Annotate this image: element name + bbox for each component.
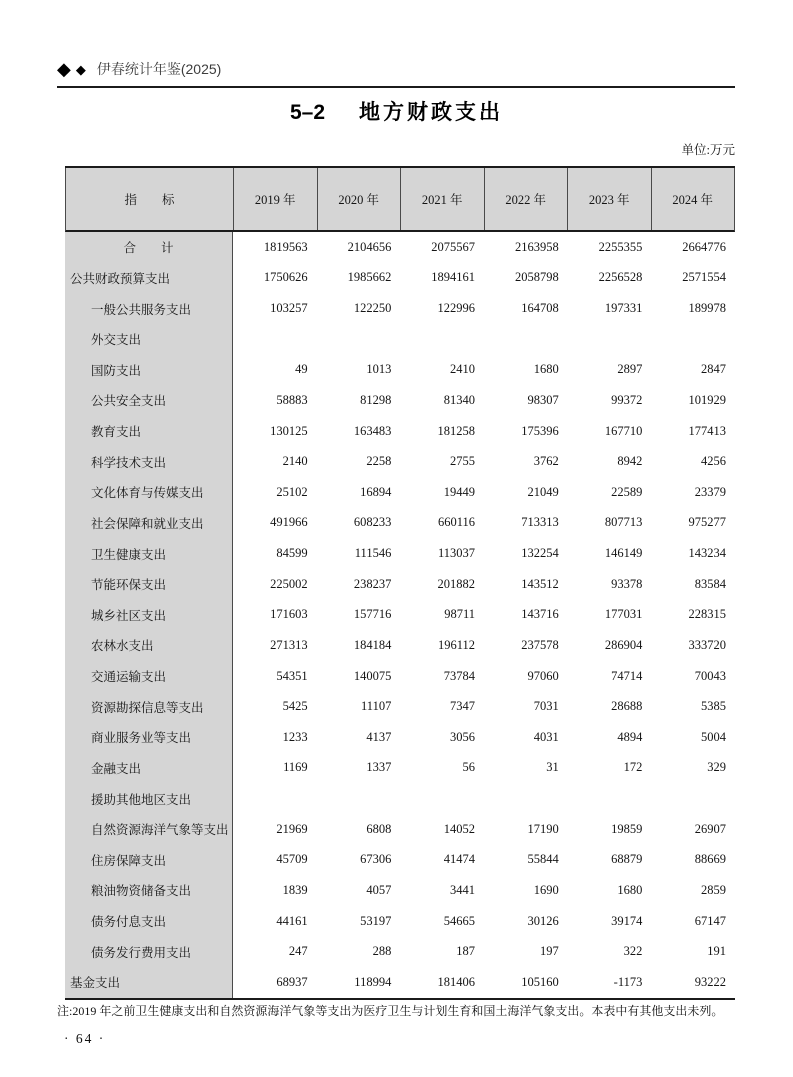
- table-row: [65, 845, 735, 876]
- cell-value: 3441: [450, 882, 476, 897]
- table-row: [65, 293, 735, 324]
- cell-value: 177031: [604, 607, 643, 622]
- cell-value: 6808: [366, 821, 392, 836]
- cell-value: [400, 324, 484, 355]
- cell-value: 67147: [694, 913, 727, 928]
- table-number: 5–2: [289, 101, 326, 124]
- table-header-row: [65, 168, 735, 232]
- cell-value: [651, 783, 735, 814]
- cell-value: -1173: [613, 974, 643, 989]
- cell-value: 247: [288, 944, 308, 959]
- cell-value: 44161: [276, 913, 308, 928]
- table-row: [65, 753, 735, 784]
- row-label: 住房保障支出: [65, 845, 233, 876]
- cell-value: 1337: [366, 760, 392, 775]
- cell-value: 228315: [688, 607, 727, 622]
- cell-value: 7347: [450, 699, 476, 714]
- page-number: · 64 ·: [64, 1031, 106, 1046]
- table-row: [65, 630, 735, 661]
- row-label: 科学技术支出: [65, 446, 233, 477]
- cell-value: [484, 324, 568, 355]
- cell-value: 329: [707, 760, 727, 775]
- cell-value: 93378: [611, 576, 643, 591]
- cell-value: [233, 324, 317, 355]
- cell-value: 157716: [353, 607, 392, 622]
- cell-value: 53197: [360, 913, 392, 928]
- yearbook-name: 伊春统计年鉴(2025): [96, 61, 222, 77]
- cell-value: 1169: [283, 760, 308, 775]
- cell-value: 2140: [282, 454, 308, 469]
- year-header-cell: 2023 年: [568, 168, 652, 230]
- table-row: [65, 385, 735, 416]
- table-row: [65, 508, 735, 539]
- table-note: 注:2019 年之前卫生健康支出和自然资源海洋气象等支出为医疗卫生与计划生育和国土海洋气象支出。本表中有其他支出未列。: [57, 1004, 724, 1018]
- cell-value: 807713: [604, 515, 643, 530]
- table-row: [65, 538, 735, 569]
- cell-value: 2104656: [347, 239, 392, 254]
- cell-value: 88669: [694, 852, 727, 867]
- cell-value: 143716: [521, 607, 559, 622]
- cell-value: 4057: [366, 882, 392, 897]
- cell-value: 286904: [604, 637, 643, 652]
- cell-value: 191: [707, 944, 727, 959]
- table-name: 地方财政支出: [359, 101, 504, 124]
- cell-value: 660116: [437, 515, 476, 530]
- cell-value: [651, 324, 735, 355]
- cell-value: 28688: [611, 699, 643, 714]
- row-label: 国防支出: [65, 355, 233, 386]
- cell-value: 333720: [688, 637, 727, 652]
- cell-value: 1985662: [347, 270, 392, 285]
- cell-value: 177413: [688, 423, 727, 438]
- cell-value: 146149: [604, 546, 643, 561]
- cell-value: 2075567: [431, 239, 476, 254]
- cell-value: 70043: [694, 668, 727, 683]
- cell-value: 122996: [437, 301, 476, 316]
- cell-value: 93222: [694, 974, 727, 989]
- cell-value: 103257: [270, 301, 308, 316]
- cell-value: [568, 783, 652, 814]
- cell-value: 2163958: [514, 239, 559, 254]
- table-row: [65, 324, 735, 355]
- cell-value: 164708: [521, 301, 559, 316]
- cell-value: 2258: [366, 454, 392, 469]
- diamond-icon: ◆: [57, 59, 71, 79]
- table-row: [65, 446, 735, 477]
- cell-value: [317, 783, 401, 814]
- cell-value: 201882: [437, 576, 476, 591]
- cell-value: 1233: [282, 729, 308, 744]
- table-row: [65, 661, 735, 692]
- table-row: [65, 783, 735, 814]
- cell-value: 22589: [611, 484, 643, 499]
- cell-value: [568, 324, 652, 355]
- table-row: [65, 906, 735, 937]
- cell-value: 4894: [617, 729, 643, 744]
- row-label: 粮油物资储备支出: [65, 875, 233, 906]
- cell-value: 4137: [366, 729, 392, 744]
- cell-value: 1013: [366, 362, 392, 377]
- cell-value: 130125: [270, 423, 308, 438]
- cell-value: 54665: [443, 913, 476, 928]
- cell-value: 41474: [443, 852, 476, 867]
- cell-value: 17190: [527, 821, 559, 836]
- table-row: [65, 263, 735, 294]
- cell-value: 2664776: [682, 239, 727, 254]
- cell-value: 7031: [533, 699, 559, 714]
- cell-value: 105160: [521, 974, 559, 989]
- row-label: 文化体育与传媒支出: [65, 477, 233, 508]
- cell-value: 30126: [527, 913, 559, 928]
- table-row: [65, 477, 735, 508]
- cell-value: 5004: [701, 729, 727, 744]
- row-label: 城乡社区支出: [65, 600, 233, 631]
- page-header: [57, 59, 735, 88]
- cell-value: 67306: [360, 852, 392, 867]
- cell-value: 49: [295, 362, 308, 377]
- cell-value: 132254: [521, 546, 559, 561]
- indicator-header-cell: 指 标: [66, 168, 234, 230]
- table-row: [65, 416, 735, 447]
- cell-value: 143234: [688, 546, 727, 561]
- cell-value: 1680: [533, 362, 559, 377]
- cell-value: 118994: [354, 974, 392, 989]
- row-label: 合 计: [65, 232, 233, 263]
- cell-value: 81298: [360, 392, 392, 407]
- table-row: [65, 722, 735, 753]
- cell-value: 197331: [604, 301, 643, 316]
- table-row: [65, 600, 735, 631]
- cell-value: 31: [546, 760, 559, 775]
- cell-value: 288: [372, 944, 392, 959]
- unit-label: 单位:万元: [681, 143, 735, 157]
- cell-value: 1690: [533, 882, 559, 897]
- cell-value: 2847: [701, 362, 727, 377]
- cell-value: 713313: [521, 515, 559, 530]
- cell-value: 1819563: [263, 239, 308, 254]
- row-label: 债务付息支出: [65, 906, 233, 937]
- cell-value: 81340: [443, 392, 476, 407]
- cell-value: 2571554: [682, 270, 727, 285]
- table-row: [65, 569, 735, 600]
- cell-value: 2255355: [598, 239, 643, 254]
- cell-value: 4256: [701, 454, 727, 469]
- cell-value: 2256528: [598, 270, 643, 285]
- cell-value: 184184: [353, 637, 392, 652]
- table-row: [65, 936, 735, 967]
- table-row: [65, 875, 735, 906]
- cell-value: 187: [456, 944, 476, 959]
- cell-value: 122250: [353, 301, 392, 316]
- cell-value: 98307: [527, 392, 559, 407]
- cell-value: 271313: [270, 637, 308, 652]
- cell-value: 68879: [611, 852, 643, 867]
- cell-value: 197: [539, 944, 559, 959]
- diamond-icon: ◆: [75, 61, 86, 77]
- year-header-cell: 2020 年: [318, 168, 402, 230]
- cell-value: 143512: [521, 576, 559, 591]
- cell-value: 56: [462, 760, 476, 775]
- cell-value: 111546: [354, 546, 392, 561]
- cell-value: [233, 783, 317, 814]
- row-label: 教育支出: [65, 416, 233, 447]
- row-label: 交通运输支出: [65, 661, 233, 692]
- cell-value: 1750626: [263, 270, 308, 285]
- row-label: 自然资源海洋气象等支出: [65, 814, 233, 845]
- row-label: 基金支出: [65, 967, 233, 998]
- cell-value: 68937: [276, 974, 308, 989]
- cell-value: 1894161: [431, 270, 476, 285]
- table-row: [65, 691, 735, 722]
- cell-value: 140075: [353, 668, 392, 683]
- year-header-cell: 2024 年: [672, 193, 714, 207]
- cell-value: 39174: [611, 913, 643, 928]
- row-label: 公共安全支出: [65, 385, 233, 416]
- row-label: 外交支出: [65, 324, 233, 355]
- cell-value: 83584: [694, 576, 727, 591]
- cell-value: [484, 783, 568, 814]
- cell-value: 8942: [617, 454, 643, 469]
- cell-value: 181406: [437, 974, 476, 989]
- cell-value: 84599: [276, 546, 308, 561]
- row-label: 商业服务业等支出: [65, 722, 233, 753]
- cell-value: 189978: [688, 301, 727, 316]
- cell-value: 2058798: [514, 270, 559, 285]
- cell-value: 55844: [527, 852, 559, 867]
- cell-value: 1839: [282, 882, 308, 897]
- cell-value: 2897: [617, 362, 643, 377]
- row-label: 援助其他地区支出: [65, 783, 233, 814]
- table-row: [65, 355, 735, 386]
- row-label: 卫生健康支出: [65, 538, 233, 569]
- cell-value: 2755: [450, 454, 476, 469]
- fiscal-expenditure-table: [65, 166, 735, 1000]
- cell-value: 58883: [276, 392, 308, 407]
- cell-value: 74714: [611, 668, 643, 683]
- cell-value: 608233: [353, 515, 392, 530]
- cell-value: 73784: [443, 668, 476, 683]
- table-row: [65, 814, 735, 845]
- cell-value: 21969: [276, 821, 308, 836]
- cell-value: 21049: [527, 484, 559, 499]
- table-row: [65, 232, 735, 263]
- cell-value: 26907: [694, 821, 727, 836]
- row-label: 农林水支出: [65, 630, 233, 661]
- cell-value: 196112: [437, 637, 476, 652]
- cell-value: 98711: [444, 607, 476, 622]
- cell-value: 975277: [688, 515, 727, 530]
- cell-value: [400, 783, 484, 814]
- cell-value: 4031: [533, 729, 559, 744]
- cell-value: 175396: [521, 423, 559, 438]
- cell-value: 23379: [694, 484, 727, 499]
- cell-value: 2859: [701, 882, 727, 897]
- table-row: [65, 967, 735, 998]
- cell-value: 45709: [276, 852, 308, 867]
- row-label: 金融支出: [65, 753, 233, 784]
- row-label: 资源勘探信息等支出: [65, 691, 233, 722]
- cell-value: 97060: [527, 668, 559, 683]
- row-label: 债务发行费用支出: [65, 936, 233, 967]
- cell-value: 238237: [353, 576, 392, 591]
- cell-value: 11107: [361, 699, 392, 714]
- cell-value: 181258: [437, 423, 476, 438]
- cell-value: 5425: [282, 699, 308, 714]
- cell-value: 172: [623, 760, 643, 775]
- cell-value: 19449: [443, 484, 476, 499]
- cell-value: 237578: [521, 637, 559, 652]
- cell-value: 167710: [604, 423, 643, 438]
- row-label: 公共财政预算支出: [65, 263, 233, 294]
- cell-value: 5385: [701, 699, 727, 714]
- year-header-cell: 2022 年: [485, 168, 569, 230]
- cell-value: 16894: [360, 484, 392, 499]
- row-label: 节能环保支出: [65, 569, 233, 600]
- cell-value: 322: [623, 944, 643, 959]
- page-title: [0, 96, 793, 126]
- year-header-cell: 2019 年: [234, 168, 318, 230]
- cell-value: 1680: [617, 882, 643, 897]
- year-header-cell: 2021 年: [401, 168, 485, 230]
- cell-value: 3762: [533, 454, 559, 469]
- cell-value: 14052: [443, 821, 476, 836]
- cell-value: 3056: [450, 729, 476, 744]
- cell-value: 101929: [688, 392, 727, 407]
- cell-value: 491966: [270, 515, 308, 530]
- cell-value: 225002: [270, 576, 308, 591]
- cell-value: 163483: [353, 423, 392, 438]
- cell-value: 25102: [276, 484, 308, 499]
- row-label: 社会保障和就业支出: [65, 508, 233, 539]
- cell-value: 19859: [611, 821, 643, 836]
- cell-value: 2410: [450, 362, 476, 377]
- cell-value: [317, 324, 401, 355]
- cell-value: 54351: [276, 668, 308, 683]
- cell-value: 99372: [611, 392, 643, 407]
- row-label: 一般公共服务支出: [65, 293, 233, 324]
- cell-value: 171603: [270, 607, 308, 622]
- cell-value: 113037: [437, 546, 476, 561]
- table-body: [65, 232, 735, 998]
